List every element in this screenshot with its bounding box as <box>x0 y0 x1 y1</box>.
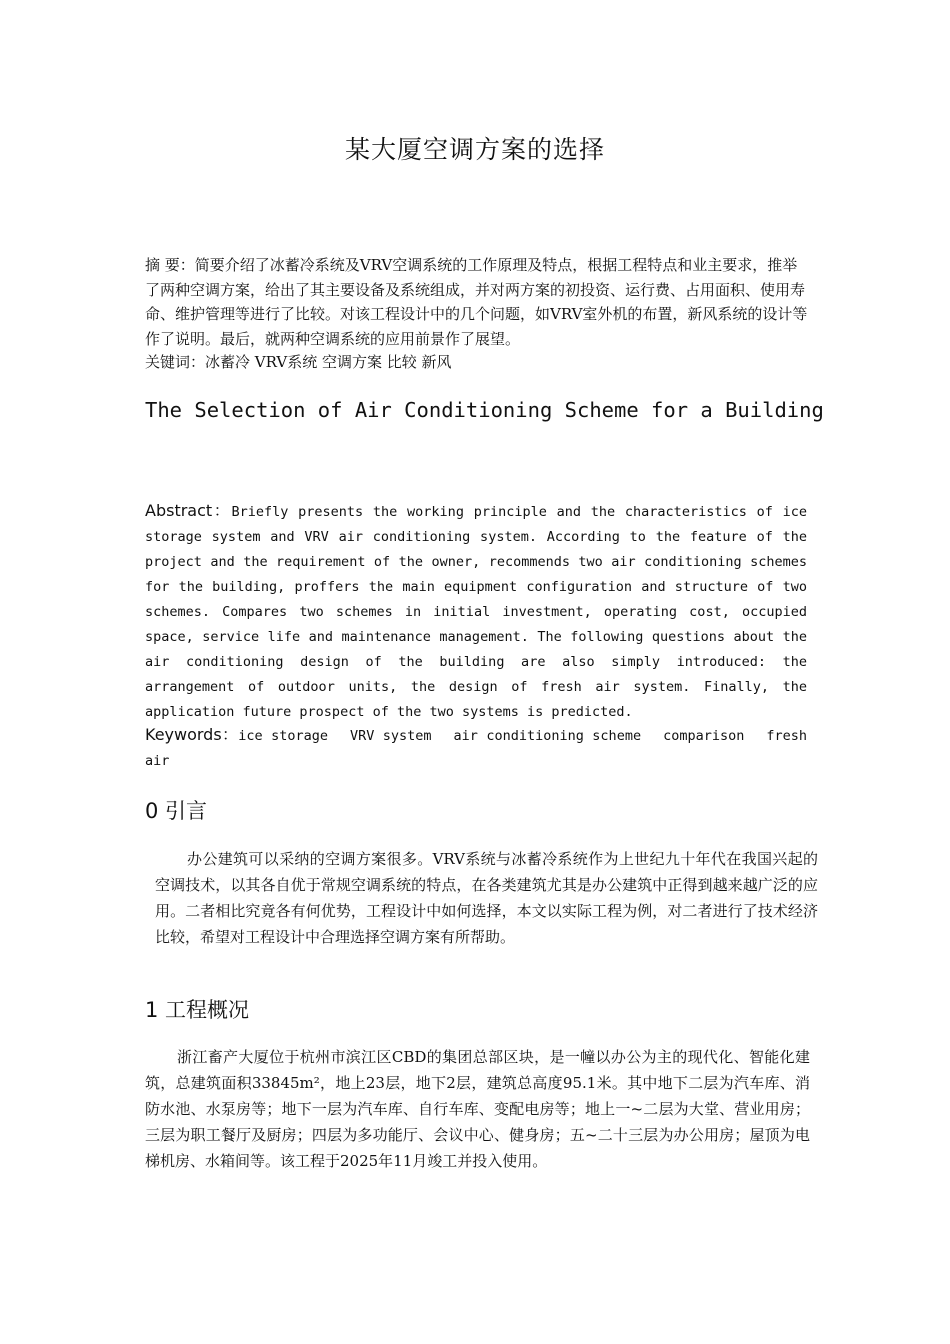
paper-title: 某大厦空调方案的选择 <box>344 135 605 164</box>
english-abstract-label: Abstract： <box>145 501 232 520</box>
project-overview-paragraph: 浙江畜产大厦位于杭州市滨江区CBD的集团总部区块，是一幢以办公为主的现代化、智能化建筑，总建筑面积33845m²，地上23层，地下2层，建筑总高度95.1米。其中地下二层为汽车库、消防水池、水泵房等；地下一层为汽车库、自行车库、变配电房等；地上一~二层为大堂、营业用房；三层为职工餐厅及厨房；四层为多功能厅、会议中心、健身房；五~二十三层为办公用房；屋顶为电梯机房、水箱间等。该工程于2025年11月竣工并投入使用。 <box>145 1048 810 1170</box>
chinese-abstract <box>145 253 810 351</box>
english-keywords-label: Keywords： <box>145 725 239 744</box>
english-keyword: air conditioning scheme <box>453 728 642 744</box>
english-keyword: ice storage <box>238 728 328 744</box>
introduction-paragraph: 办公建筑可以采纳的空调方案很多。VRV系统与冰蓄冷系统作为上世纪九十年代在我国兴起的空调技术，以其各自优于常规空调系统的特点，在各类建筑尤其是办公建筑中正得到越来越广泛的应用。二者相比究竟各有何优势，工程设计中如何选择，本文以实际工程为例，对二者进行了技术经济比较，希望对工程设计中合理选择空调方案有所帮助。 <box>155 850 818 946</box>
english-keyword: fresh air <box>145 728 807 769</box>
english-abstract-text: Briefly presents the working principle and the characteristics of ice storage system and VRV air conditioning system. According to the feature of the project and the requirement of the owner, recommends two air conditioning schemes for the building, proffers the main equipment configuration and structure of two schemes. Compares two schemes in initial investment, operating cost, occupied space, service life and maintenance management. The following questions about the air conditioning design of the building are also simply introduced: the arrangement of outdoor units, the design of fresh air system. Finally, the application future prospect of the two systems is predicted. <box>145 504 808 720</box>
english-abstract <box>145 498 807 725</box>
section-heading-project-overview: 1 工程概况 <box>145 998 250 1022</box>
section-heading-introduction: 0 引言 <box>145 799 208 823</box>
chinese-keywords-text: 冰蓄冷 VRV系统 空调方案 比较 新风 <box>205 353 452 371</box>
english-keyword: VRV system <box>349 728 432 744</box>
english-keyword: comparison <box>663 728 745 744</box>
chinese-abstract-text: 简要介绍了冰蓄冷系统及VRV空调系统的工作原理及特点，根据工程特点和业主要求，推举了两种空调方案，给出了其主要设备及系统组成，并对两方案的初投资、运行费、占用面积、使用寿命、维护管理等进行了比较。对该工程设计中的几个问题，如VRV室外机的布置，新风系统的设计等作了说明。最后，就两种空调系统的应用前景作了展望。 <box>145 256 808 348</box>
english-keywords <box>145 722 807 774</box>
chinese-keywords <box>145 350 810 375</box>
chinese-keywords-label: 关键词： <box>145 353 206 371</box>
chinese-abstract-label: 摘 要： <box>145 256 195 274</box>
english-title: The Selection of Air Conditioning Scheme for a Building <box>145 398 824 422</box>
